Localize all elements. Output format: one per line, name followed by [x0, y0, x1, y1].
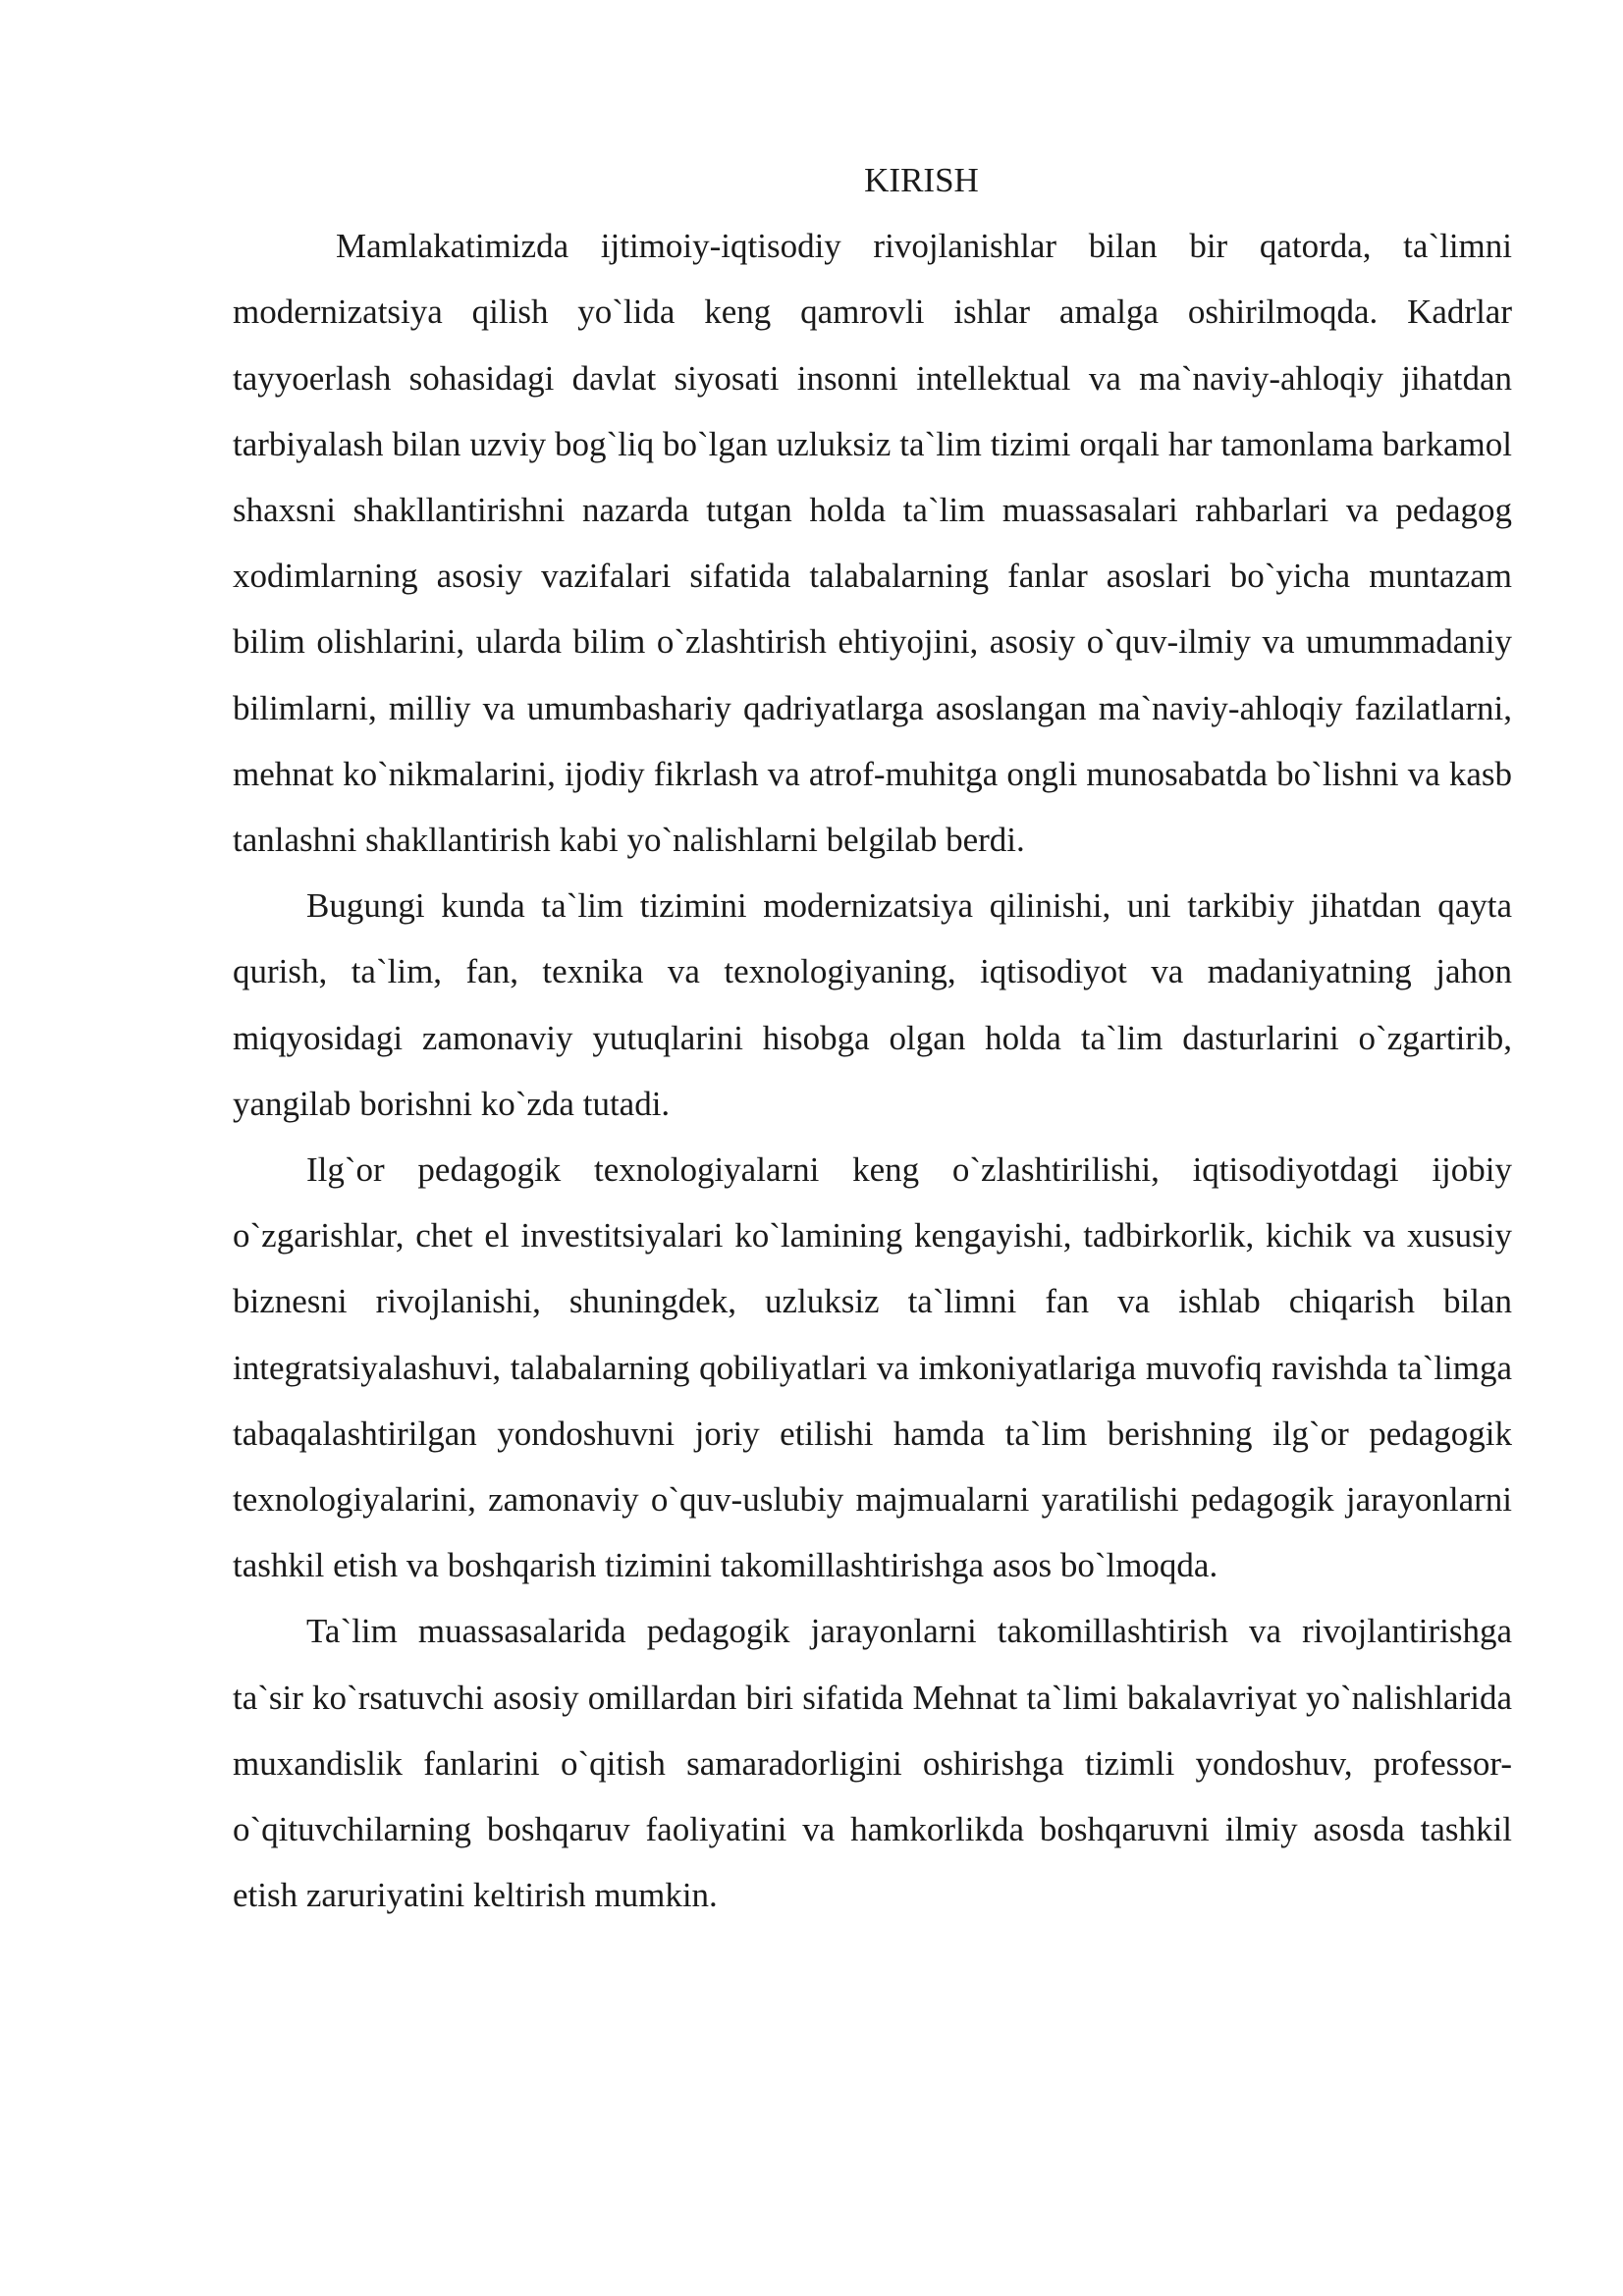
paragraph-4: Ta`lim muassasalarida pedagogik jarayonlarni takomillashtirish va rivojlantirishga ta`sir ko`rsatuvchi asosiy omillardan biri sifatida Mehnat ta`limi bakalavriyat yo`nalishlarida muxandislik fanlarini o`qitish samaradorligini oshirishga tizimli yondoshuv, professor-o`qituvchilarning boshqaruv faoliyatini va hamkorlikda boshqaruvni ilmiy asosda tashkil etish zaruriyatini keltirish mumkin. [233, 1612, 1512, 1915]
paragraph-1: Mamlakatimizda ijtimoiy-iqtisodiy rivojlanishlar bilan bir qatorda, ta`limni modernizatsiya qilish yo`lida keng qamrovli ishlar amalga oshirilmoqda. Kadrlar tayyoerlash sohasidagi davlat siyosati insonni intellektual va ma`naviy-ahloqiy jihatdan tarbiyalash bilan uzviy bog`liq bo`lgan uzluksiz ta`lim tizimi orqali har tamonlama barkamol shaxsni shakllantirishni nazarda tutgan holda ta`lim muassasalari rahbarlari va pedagog xodimlarning asosiy vazifalari sifatida talabalarning fanlar asoslari bo`yicha muntazam bilim olishlarini, ularda bilim o`zlashtirish ehtiyojini, asosiy o`quv-ilmiy va umummadaniy bilimlarni, milliy va umumbashariy qadriyatlarga asoslangan ma`naviy-ahloqiy fazilatlarni, mehnat ko`nikmalarini, ijodiy fikrlash va atrof-muhitga ongli munosabatda bo`lishni va kasb tanlashni shakllantirish kabi yo`nalishlarni belgilab berdi. [233, 227, 1512, 860]
page-content [233, 147, 1512, 1928]
paragraph-2: Bugungi kunda ta`lim tizimini modernizatsiya qilinishi, uni tarkibiy jihatdan qayta qurish, ta`lim, fan, texnika va texnologiyaning, iqtisodiyot va madaniyatning jahon miqyosidagi zamonaviy yutuqlarini hisobga olgan holda ta`lim dasturlarini o`zgartirib, yangilab borishni ko`zda tutadi. [233, 886, 1512, 1123]
paragraph-3: Ilg`or pedagogik texnologiyalarni keng o`zlashtirilishi, iqtisodiyotdagi ijobiy o`zgarishlar, chet el investitsiyalari ko`lamining kengayishi, tadbirkorlik, kichik va xususiy biznesni rivojlanishi, shuningdek, uzluksiz ta`limni fan va ishlab chiqarish bilan integratsiyalashuvi, talabalarning qobiliyatlari va imkoniyatlariga muvofiq ravishda ta`limga tabaqalashtirilgan yondoshuvni joriy etilishi hamda ta`lim berishning ilg`or pedagogik texnologiyalarini, zamonaviy o`quv-uslubiy majmualarni yaratilishi pedagogik jarayonlarni tashkil etish va boshqarish tizimini takomillashtirishga asos bo`lmoqda. [233, 1150, 1512, 1585]
page-title: KIRISH [864, 161, 979, 199]
